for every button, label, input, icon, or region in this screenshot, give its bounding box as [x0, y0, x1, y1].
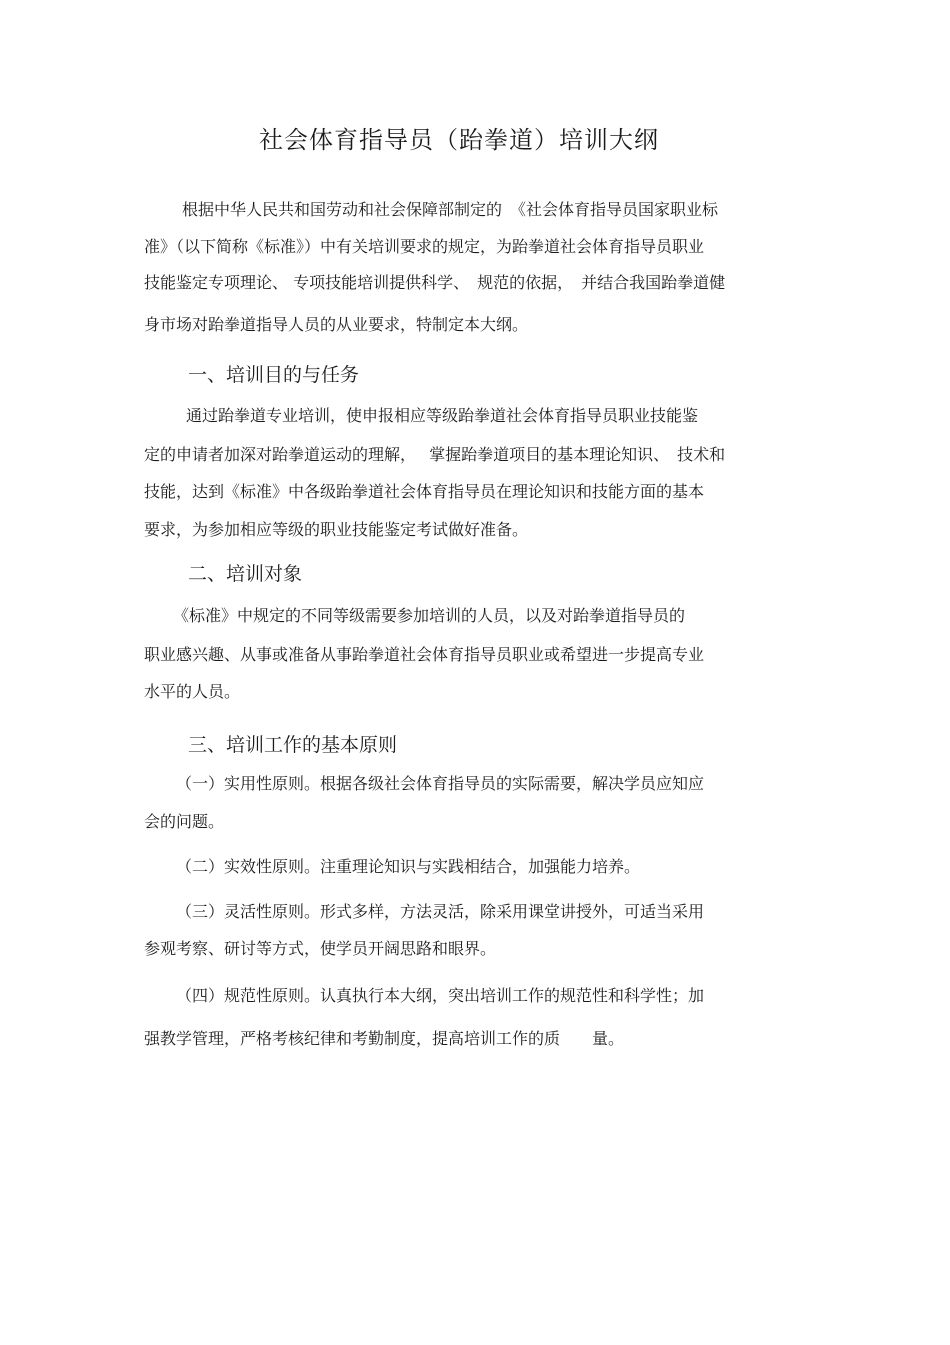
document-title: 社会体育指导员（跆拳道）培训大纲	[259, 126, 659, 154]
principle-3-line-2: 参观考察、研讨等方式，使学员开阔思路和眼界。	[144, 939, 497, 958]
section-1-line-4: 要求，为参加相应等级的职业技能鉴定考试做好准备。	[144, 520, 529, 539]
section-2-line-1: 《标准》中规定的不同等级需要参加培训的人员，以及对跆拳道指导员的	[173, 606, 686, 625]
section-1-line-3: 技能，达到《标准》中各级跆拳道社会体育指导员在理论知识和技能方面的基本	[144, 482, 705, 501]
principle-4-line-2: 强教学管理，严格考核纪律和考勤制度，提高培训工作的质 量。	[144, 1029, 625, 1048]
principle-2-line-1: （二）实效性原则。注重理论知识与实践相结合，加强能力培养。	[176, 857, 641, 876]
section-1-line-2: 定的申请者加深对跆拳道运动的理解， 掌握跆拳道项目的基本理论知识、 技术和	[144, 445, 726, 464]
section-1-heading: 一、培训目的与任务	[188, 364, 360, 386]
principle-1-line-2: 会的问题。	[144, 812, 225, 831]
intro-line-2: 准》（以下简称《标准》）中有关培训要求的规定，为跆拳道社会体育指导员职业	[144, 237, 705, 256]
intro-line-4: 身市场对跆拳道指导人员的从业要求，特制定本大纲。	[144, 315, 529, 334]
principle-4-line-1: （四）规范性原则。认真执行本大纲，突出培训工作的规范性和科学性；加	[176, 986, 705, 1005]
intro-line-3: 技能鉴定专项理论、 专项技能培训提供科学、 规范的依据， 并结合我国跆拳道健	[144, 273, 726, 292]
section-2-line-2: 职业感兴趣、从事或准备从事跆拳道社会体育指导员职业或希望进一步提高专业	[144, 645, 705, 664]
intro-line-1: 根据中华人民共和国劳动和社会保障部制定的 《社会体育指导员国家职业标	[182, 200, 719, 219]
principle-1-line-1: （一）实用性原则。根据各级社会体育指导员的实际需要，解决学员应知应	[176, 774, 705, 793]
section-1-line-1: 通过跆拳道专业培训，使申报相应等级跆拳道社会体育指导员职业技能鉴	[186, 406, 699, 425]
section-2-line-3: 水平的人员。	[144, 682, 241, 701]
section-3-heading: 三、培训工作的基本原则	[188, 734, 398, 756]
section-2-heading: 二、培训对象	[188, 563, 303, 585]
principle-3-line-1: （三）灵活性原则。形式多样，方法灵活，除采用课堂讲授外，可适当采用	[176, 902, 705, 921]
